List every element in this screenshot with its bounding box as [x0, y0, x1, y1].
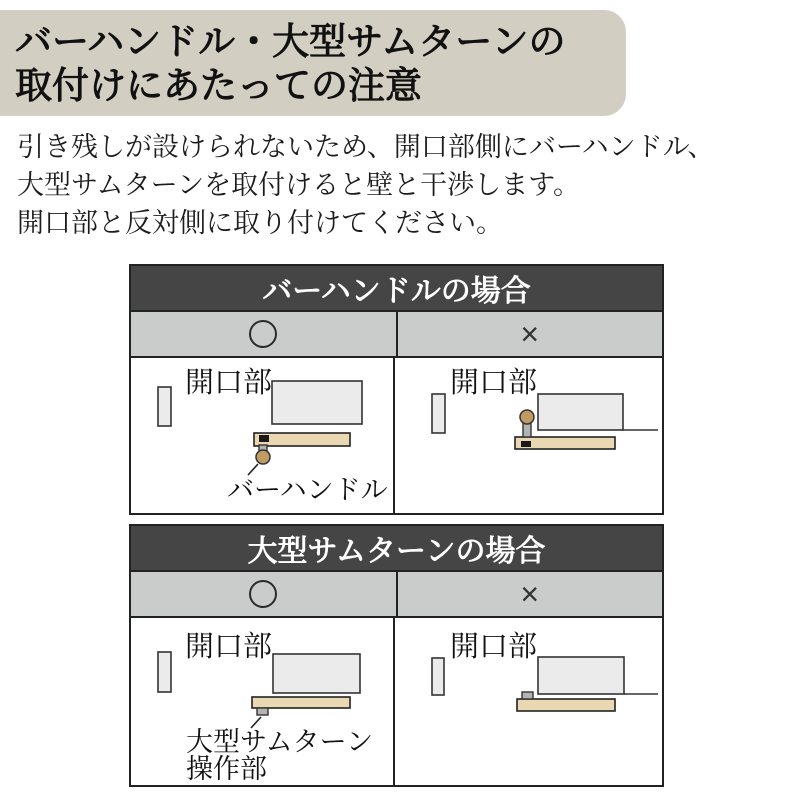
table1-ng-mark-cell: [398, 312, 663, 356]
wall-jamb-section: [158, 387, 171, 426]
bar-handle-knob: [520, 410, 534, 424]
intro-paragraph: [17, 128, 787, 242]
lock-mark: [521, 441, 531, 447]
thumb-turn-label-line2: 操作部: [186, 754, 267, 784]
thumb-turn-label-line1: 大型サムターン: [186, 727, 374, 757]
intro-line3: 開口部と反対側に取り付けてください。: [17, 208, 503, 238]
table-thumb-turn-case: [129, 524, 664, 787]
thumb-turn-ng-diagram: [395, 618, 658, 785]
wall-jamb-section: [158, 652, 171, 692]
opening-label: 開口部: [185, 367, 273, 399]
intro-line1: 引き残しが設けられないため、開口部側にバーハンドル、: [17, 132, 715, 162]
ok-circle-mark: [249, 580, 277, 608]
door-panel: [517, 699, 615, 711]
ok-circle-mark: [249, 320, 277, 348]
wall-section: [272, 381, 362, 424]
table2-ng-mark-cell: [398, 572, 663, 616]
opening-label: 開口部: [450, 631, 538, 663]
lock-mark: [259, 435, 269, 442]
opening-label: 開口部: [450, 367, 538, 399]
wall-section: [273, 654, 360, 693]
table2-diagram-row: [131, 618, 662, 785]
table1-mark-row: [131, 312, 662, 358]
leader-line: [248, 464, 258, 475]
table1-ng-diagram-cell: [395, 358, 662, 513]
thumb-turn-knob: [257, 708, 268, 715]
table1-ok-mark-cell: [131, 312, 398, 356]
table2-mark-row: [131, 572, 662, 618]
wall-section: [538, 394, 623, 430]
bar-handle-ok-diagram: [131, 358, 393, 513]
wall-section: [538, 657, 624, 694]
table2-ng-diagram-cell: [395, 618, 662, 785]
table1-header: バーハンドルの場合: [131, 266, 662, 312]
ng-x-mark: ×: [520, 316, 540, 352]
page-title-line1: バーハンドル・大型サムターンの: [15, 21, 566, 62]
table1-ok-diagram-cell: [131, 358, 395, 513]
thumb-turn-ok-diagram: [131, 618, 393, 785]
bar-handle-label: バーハンドル: [227, 475, 388, 505]
thumb-turn-knob: [522, 692, 533, 699]
intro-line2: 大型サムターンを取付けると壁と干渉します。: [17, 170, 580, 200]
wall-jamb-section: [432, 658, 444, 695]
table-bar-handle-case: [129, 264, 664, 515]
title-box: [0, 10, 626, 116]
table1-diagram-row: [131, 358, 662, 513]
table2-ok-mark-cell: [131, 572, 398, 616]
wall-jamb-section: [432, 394, 445, 433]
table2-ok-diagram-cell: [131, 618, 395, 785]
ng-x-mark: ×: [520, 576, 540, 612]
bar-handle-ng-diagram: [395, 358, 658, 513]
table2-header: 大型サムターンの場合: [131, 526, 662, 572]
page-title-line2: 取付けにあたっての注意: [15, 65, 422, 106]
bar-handle-knob: [256, 450, 270, 464]
door-panel: [252, 697, 350, 708]
opening-label: 開口部: [185, 631, 273, 663]
